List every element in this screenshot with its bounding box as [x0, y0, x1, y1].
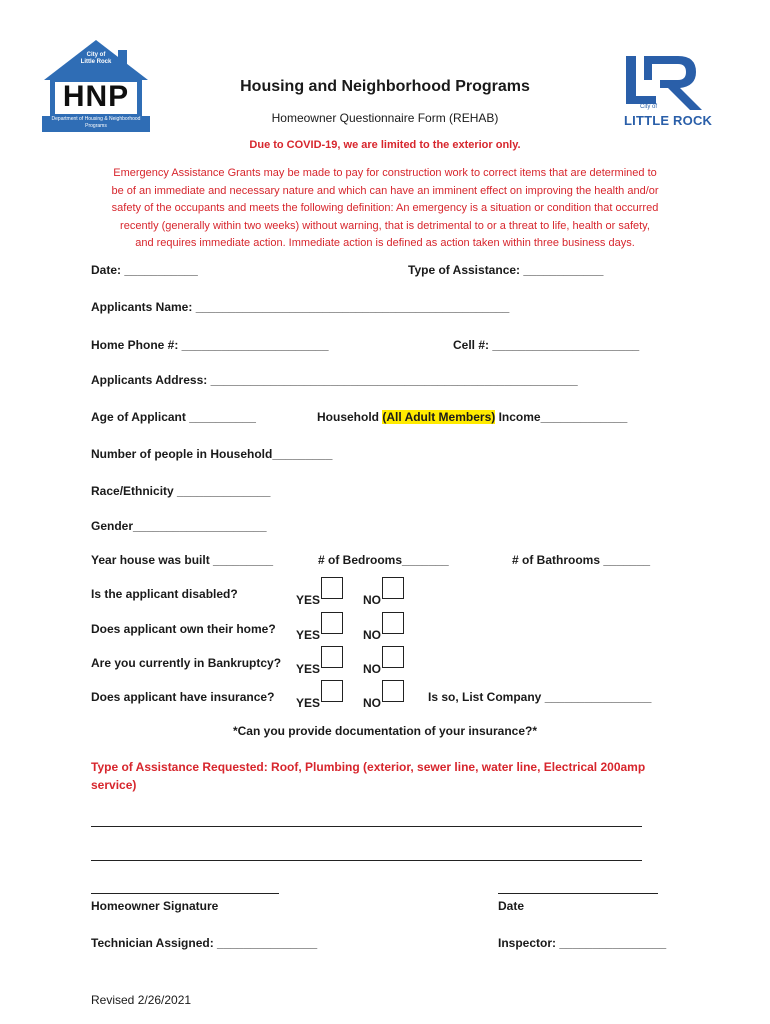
question-bankruptcy-no[interactable] — [363, 646, 404, 676]
no-label: NO — [363, 662, 381, 676]
blank-line[interactable] — [91, 860, 642, 861]
inspector-field[interactable]: Inspector: ________________ — [498, 936, 667, 950]
race-ethnicity-field[interactable]: Race/Ethnicity ______________ — [91, 484, 271, 498]
question-disabled-no[interactable] — [363, 577, 404, 607]
yes-checkbox[interactable] — [321, 680, 343, 702]
hnp-logo-big-text: HNP — [62, 80, 130, 113]
age-of-applicant-field[interactable]: Age of Applicant __________ — [91, 410, 256, 424]
blank-line[interactable] — [91, 826, 642, 827]
assistance-requested-line: service) — [91, 778, 137, 792]
bathrooms-field[interactable]: # of Bathrooms _______ — [512, 553, 651, 567]
date-signature-line[interactable] — [498, 893, 658, 894]
applicants-address-field[interactable]: Applicants Address: _______________________________________________________ — [91, 373, 578, 387]
no-label: NO — [363, 696, 381, 710]
question-disabled-yes[interactable] — [296, 577, 343, 607]
type-of-assistance-field[interactable]: Type of Assistance: ____________ — [408, 263, 604, 277]
applicants-name-field[interactable]: Applicants Name: _______________________________________________ — [91, 300, 510, 314]
form-subtitle: Homeowner Questionnaire Form (REHAB) — [271, 111, 499, 125]
home-phone-field[interactable]: Home Phone #: ______________________ — [91, 338, 329, 352]
household-highlight: (All Adult Members) — [382, 410, 496, 424]
little-rock-lr-mark — [622, 54, 706, 110]
no-checkbox[interactable] — [382, 680, 404, 702]
no-label: NO — [363, 593, 381, 607]
no-checkbox[interactable] — [382, 577, 404, 599]
hnp-logo-bottom-text: Department of Housing & Neighborhood Programs — [51, 116, 141, 129]
little-rock-logo-small: City of — [640, 104, 658, 110]
no-checkbox[interactable] — [382, 646, 404, 668]
year-built-field[interactable]: Year house was built _________ — [91, 553, 274, 567]
household-prefix: Household — [317, 410, 383, 424]
technician-assigned-field[interactable]: Technician Assigned: _______________ — [91, 936, 318, 950]
revision-date: Revised 2/26/2021 — [91, 993, 192, 1007]
gender-field[interactable]: Gender____________________ — [91, 519, 267, 533]
paragraph-line: and requires immediate action. Immediate action is defined as action taken within three business days. — [135, 237, 635, 249]
number-in-household-field[interactable]: Number of people in Household_________ — [91, 447, 333, 461]
yes-label: YES — [296, 593, 321, 607]
emergency-paragraph — [70, 165, 700, 253]
yes-checkbox[interactable] — [321, 646, 343, 668]
question-insurance-no[interactable] — [363, 680, 404, 710]
paragraph-line: recently (generally within two weeks) without warning, that is detrimental to or a threat to life, health or safety, — [120, 219, 650, 232]
little-rock-logo-text: LITTLE ROCK — [624, 113, 713, 128]
yes-checkbox[interactable] — [321, 577, 343, 599]
assistance-requested — [91, 758, 691, 794]
question-insurance-yes[interactable] — [296, 680, 343, 710]
yes-checkbox[interactable] — [321, 612, 343, 634]
signature-date-label: Date — [498, 899, 525, 913]
date-field[interactable]: Date: ___________ — [91, 263, 198, 277]
question-own-home-label: Does applicant own their home? — [91, 622, 276, 636]
no-label: NO — [363, 628, 381, 642]
question-bankruptcy-label: Are you currently in Bankruptcy? — [91, 656, 282, 670]
homeowner-signature-label: Homeowner Signature — [91, 899, 219, 913]
yes-label: YES — [296, 628, 321, 642]
yes-label: YES — [296, 696, 321, 710]
hnp-logo — [42, 38, 150, 132]
assistance-requested-line: Type of Assistance Requested: Roof, Plumbing (exterior, sewer line, water line, Electrical 200amp — [91, 760, 646, 774]
covid-note: Due to COVID-19, we are limited to the exterior only. — [249, 139, 521, 151]
page-title: Housing and Neighborhood Programs — [240, 78, 530, 95]
question-own-home-no[interactable] — [363, 612, 404, 642]
question-own-home-yes[interactable] — [296, 612, 343, 642]
paragraph-line: Emergency Assistance Grants may be made to pay for construction work to correct items that are determined to — [113, 167, 657, 179]
yes-label: YES — [296, 662, 321, 676]
insurance-company-field[interactable]: Is so, List Company ________________ — [428, 690, 652, 704]
question-disabled-label: Is the applicant disabled? — [91, 587, 238, 601]
little-rock-logo — [622, 54, 713, 128]
paragraph-line: safety of the occupants and meets the following definition: An emergency is a situation or condition that occurred — [111, 202, 659, 214]
household-suffix: Income_____________ — [495, 410, 628, 424]
household-income-field[interactable] — [317, 410, 627, 424]
hnp-logo-top-text: City of Little Rock — [80, 52, 112, 65]
bedrooms-field[interactable]: # of Bedrooms_______ — [318, 553, 449, 567]
paragraph-line: be of an immediate and necessary nature and which can have an imminent effect on improving the health and/or — [111, 184, 659, 197]
insurance-documentation-note: *Can you provide documentation of your insurance?* — [232, 724, 538, 738]
question-insurance-label: Does applicant have insurance? — [91, 690, 275, 704]
homeowner-signature-line[interactable] — [91, 893, 279, 894]
cell-field[interactable]: Cell #: ______________________ — [453, 338, 640, 352]
question-bankruptcy-yes[interactable] — [296, 646, 343, 676]
no-checkbox[interactable] — [382, 612, 404, 634]
